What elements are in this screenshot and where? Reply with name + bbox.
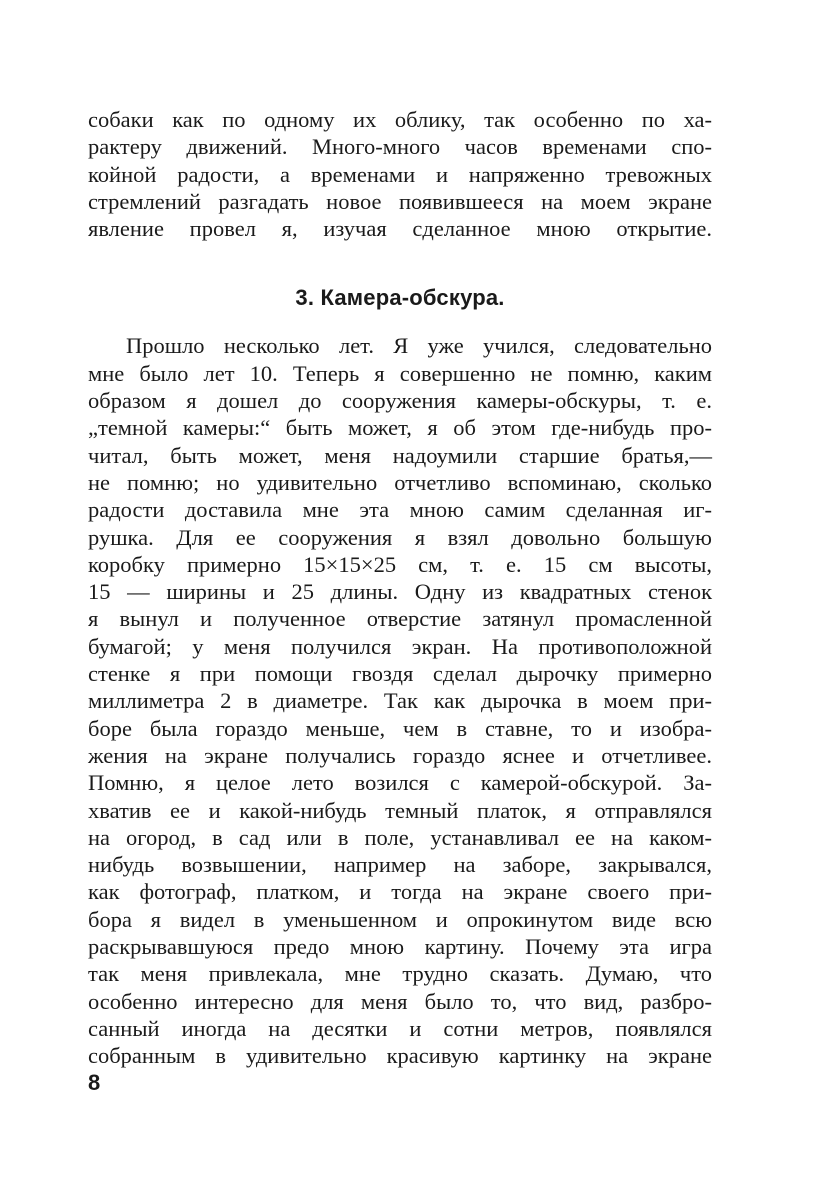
text-line: не помню; но удивительно отчетливо вспоминаю, сколько <box>88 469 712 495</box>
book-page <box>88 106 712 1070</box>
text-line: санный иногда на десятки и сотни метров, появлялся <box>88 1015 712 1041</box>
text-line: Прошло несколько лет. Я уже учился, следовательно <box>126 333 712 359</box>
text-line: боре была гораздо меньше, чем в ставне, то и изобра- <box>88 715 712 741</box>
text-line: коробку примерно 15×15×25 см, т. е. 15 см высоты, <box>88 551 712 577</box>
text-line: собаки как по одному их облику, так особенно по ха- <box>88 107 712 132</box>
text-line: я вынул и полученное отверстие затянул промасленной <box>88 606 712 632</box>
paragraph-continued <box>88 106 712 242</box>
text-line: радости доставила мне эта мною самим сделанная иг- <box>88 497 712 523</box>
section-heading: 3. Камера-обскура. <box>295 285 505 311</box>
text-line: собранным в удивительно красивую картинку на экране <box>88 1043 712 1069</box>
text-line: читал, быть может, меня надоумили старшие братья,— <box>88 442 712 468</box>
text-line: рушка. Для ее сооружения я взял довольно большую <box>88 524 712 550</box>
text-line: койной радости, а временами и напряженно тревожных <box>88 161 712 187</box>
text-line: рактеру движений. Много-много часов временами спо- <box>88 134 712 160</box>
text-line: хватив ее и какой-нибудь темный платок, я отправлялся <box>88 797 712 823</box>
text-line: нибудь возвышении, например на заборе, закрывался, <box>88 852 712 878</box>
text-line: 15 — ширины и 25 длины. Одну из квадратных стенок <box>88 579 712 605</box>
text-line: „темной камеры:“ быть может, я об этом где-нибудь про- <box>88 415 712 441</box>
text-line: миллиметра 2 в диаметре. Так как дырочка в моем при- <box>88 688 712 714</box>
text-line: бумагой; у меня получился экран. На противоположной <box>88 633 712 659</box>
text-line: стенке я при помощи гвоздя сделал дырочку примерно <box>88 661 712 687</box>
text-line: на огород, в сад или в поле, устанавливал ее на каком- <box>88 824 712 850</box>
text-line: образом я дошел до сооружения камеры-обскуры, т. е. <box>88 388 712 414</box>
text-line: жения на экране получались гораздо яснее и отчетливее. <box>88 742 712 768</box>
text-line: раскрывавшуюся предо мною картину. Почему эта игра <box>88 934 712 960</box>
text-line: стремлений разгадать новое появившееся на моем экране <box>88 188 712 214</box>
text-line: мне было лет 10. Теперь я совершенно не помню, каким <box>88 360 712 386</box>
paragraph-camera-obscura <box>88 332 712 1069</box>
text-line: бора я видел в уменьшенном и опрокинутом виде всю <box>88 906 712 932</box>
page-number: 8 <box>88 1070 101 1095</box>
text-line: как фотограф, платком, и тогда на экране своего при- <box>88 879 712 905</box>
text-line: явление провел я, изучая сделанное мною открытие. <box>88 216 712 242</box>
text-line: особенно интересно для меня было то, что вид, разбро- <box>88 988 712 1014</box>
text-line: так меня привлекала, мне трудно сказать. Думаю, что <box>88 961 712 987</box>
text-line: Помню, я целое лето возился с камерой-обскурой. За- <box>88 770 712 796</box>
